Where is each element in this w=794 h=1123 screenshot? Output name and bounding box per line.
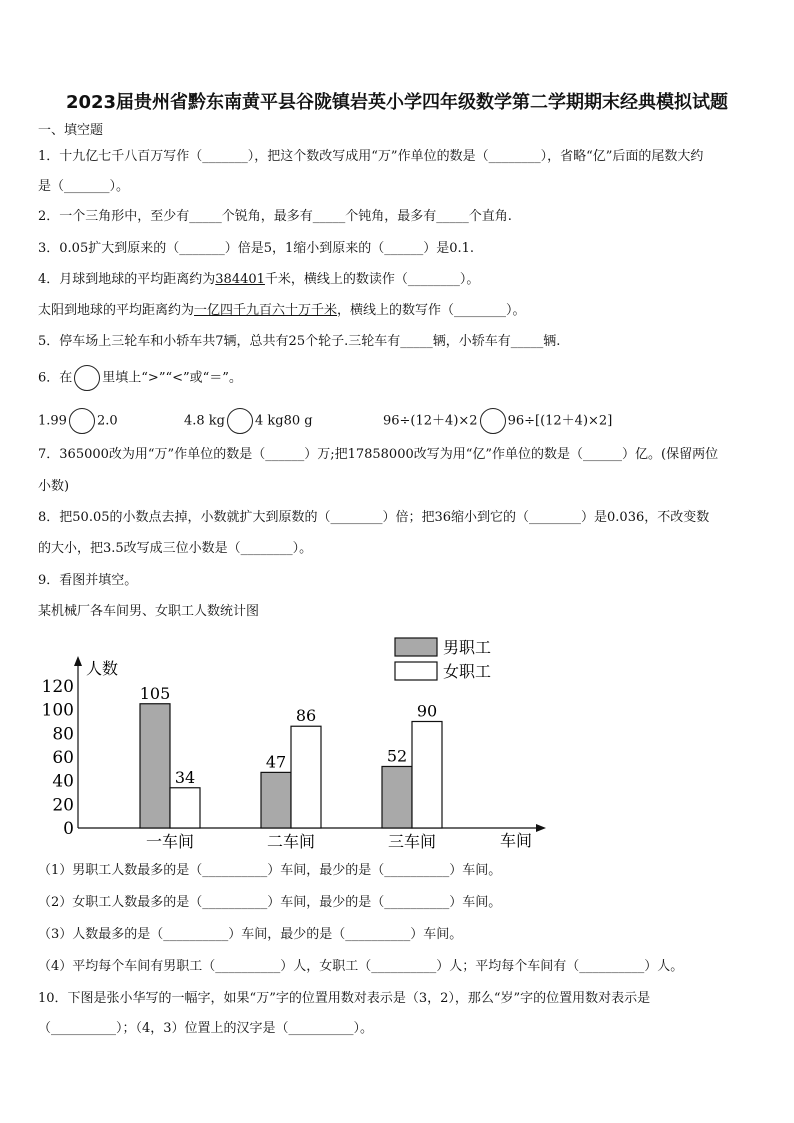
x-axis-label: 车间 [500,831,533,850]
compare-circle[interactable] [74,365,100,391]
q6-text-pre: 6．在 [38,370,73,386]
question-3: 3．0.05扩大到原来的（_______）倍是5，1缩小到原来的（______）是0.1. [38,241,475,256]
bar-male [140,704,170,828]
question-1-line-1: 1．十九亿七千八百万写作（_______），把这个数改写成用“万”作单位的数是（________），省略“亿”后面的尾数大约 [38,149,704,164]
bar-female [412,722,442,829]
compare-item-2 [184,408,313,434]
section-heading: 一、填空题 [38,123,104,138]
question-7-line-1: 7．365000改为用“万”作单位的数是（______）万;把17858000改写为用“亿”作单位的数是（______）亿。(保留两位 [38,447,719,462]
legend-label: 女职工 [443,662,492,681]
chart-caption: 某机械厂各车间男、女职工人数统计图 [38,604,260,619]
bar-male [261,772,291,828]
y-axis-arrow [74,656,82,666]
x-tick-label: 三车间 [387,832,437,851]
question-10-line-2: （__________）；（4，3）位置上的汉字是（__________）。 [38,1021,374,1036]
y-tick-label: 80 [52,724,74,745]
question-9: 9．看图并填空。 [38,573,138,588]
bar-female [170,788,200,828]
question-9-part-1: （1）男职工人数最多的是（__________）车间，最少的是（__________）车间。 [38,863,502,878]
question-8-line-1: 8．把50.05的小数点去掉，小数就扩大到原数的（________）倍；把36缩小到它的（________）是0.036，不改变数 [38,510,710,525]
legend-swatch [395,662,437,680]
q4b-text-post: ，横线上的数写作（________）。 [337,303,526,318]
question-8-line-2: 的大小，把3.5改写成三位小数是（________）。 [38,541,313,556]
page-title: 2023届贵州省黔东南黄平县谷陇镇岩英小学四年级数学第二学期期末经典模拟试题 [65,92,729,113]
q4-underlined-number: 384401 [215,272,265,287]
compare-circle[interactable] [69,408,95,434]
q4-text-pre: 4．月球到地球的平均距离约为 [38,272,216,287]
compare-left: 96÷(12＋4)×2 [383,413,478,429]
bar-chart [0,628,794,858]
question-2: 2．一个三角形中，至少有_____个锐角，最多有_____个钝角，最多有_____个直角. [38,209,512,224]
question-5: 5．停车场上三轮车和小轿车共7辆，总共有25个轮子.三轮车有_____辆，小轿车有_____辆. [38,334,561,349]
y-tick-label: 0 [63,819,74,839]
bar-value-label: 90 [416,701,438,721]
compare-circle[interactable] [480,408,506,434]
question-7-line-2: 小数) [38,479,70,494]
question-1-line-2: 是（_______）。 [38,179,130,194]
compare-circle[interactable] [227,408,253,434]
q4b-text-pre: 太阳到地球的平均距离约为 [38,303,195,318]
compare-item-3 [383,408,612,434]
question-4-line-2 [38,302,526,320]
bar-value-label: 52 [386,746,408,766]
question-6-prompt [38,365,242,391]
x-tick-label: 二车间 [266,832,316,851]
compare-left: 1.99 [38,413,67,429]
compare-right: 2.0 [96,413,118,429]
compare-left: 4.8 kg [184,413,226,429]
y-tick-label: 100 [41,700,74,721]
question-4-line-1 [38,271,479,289]
x-tick-label: 一车间 [145,832,195,851]
y-tick-label: 20 [52,795,74,816]
y-tick-label: 40 [52,771,74,792]
question-9-part-3: （3）人数最多的是（__________）车间，最少的是（__________）车间。 [38,927,463,942]
compare-right: 4 kg80 g [255,413,313,429]
bar-value-label: 86 [295,706,317,726]
bar-female [291,726,321,828]
bar-male [382,766,412,828]
q4-text-post: 千米，横线上的数读作（________）。 [264,272,480,287]
y-tick-label: 60 [52,748,74,768]
legend-swatch [395,638,437,656]
question-9-part-4: （4）平均每个车间有男职工（__________）人，女职工（__________）人；平均每个车间有（__________）人。 [38,959,684,974]
x-axis-arrow [536,824,546,832]
question-9-part-2: （2）女职工人数最多的是（__________）车间，最少的是（__________）车间。 [38,895,502,910]
legend-label: 男职工 [443,638,492,657]
q6-text-post: 里填上“>”“<”或“＝”。 [102,370,242,386]
question-10-line-1: 10．下图是张小华写的一幅字，如果“万”字的位置用数对表示是（3，2），那么“岁”字的位置用数对表示是 [38,991,651,1006]
bar-value-label: 34 [174,767,196,787]
compare-right: 96÷[(12＋4)×2] [507,413,613,429]
bar-value-label: 105 [139,683,171,703]
bar-value-label: 47 [265,752,287,772]
q4b-underlined-number: 一亿四千九百六十万千米 [194,303,338,318]
y-tick-label: 120 [41,677,74,697]
compare-item-1 [38,408,118,434]
y-axis-label: 人数 [86,659,119,678]
